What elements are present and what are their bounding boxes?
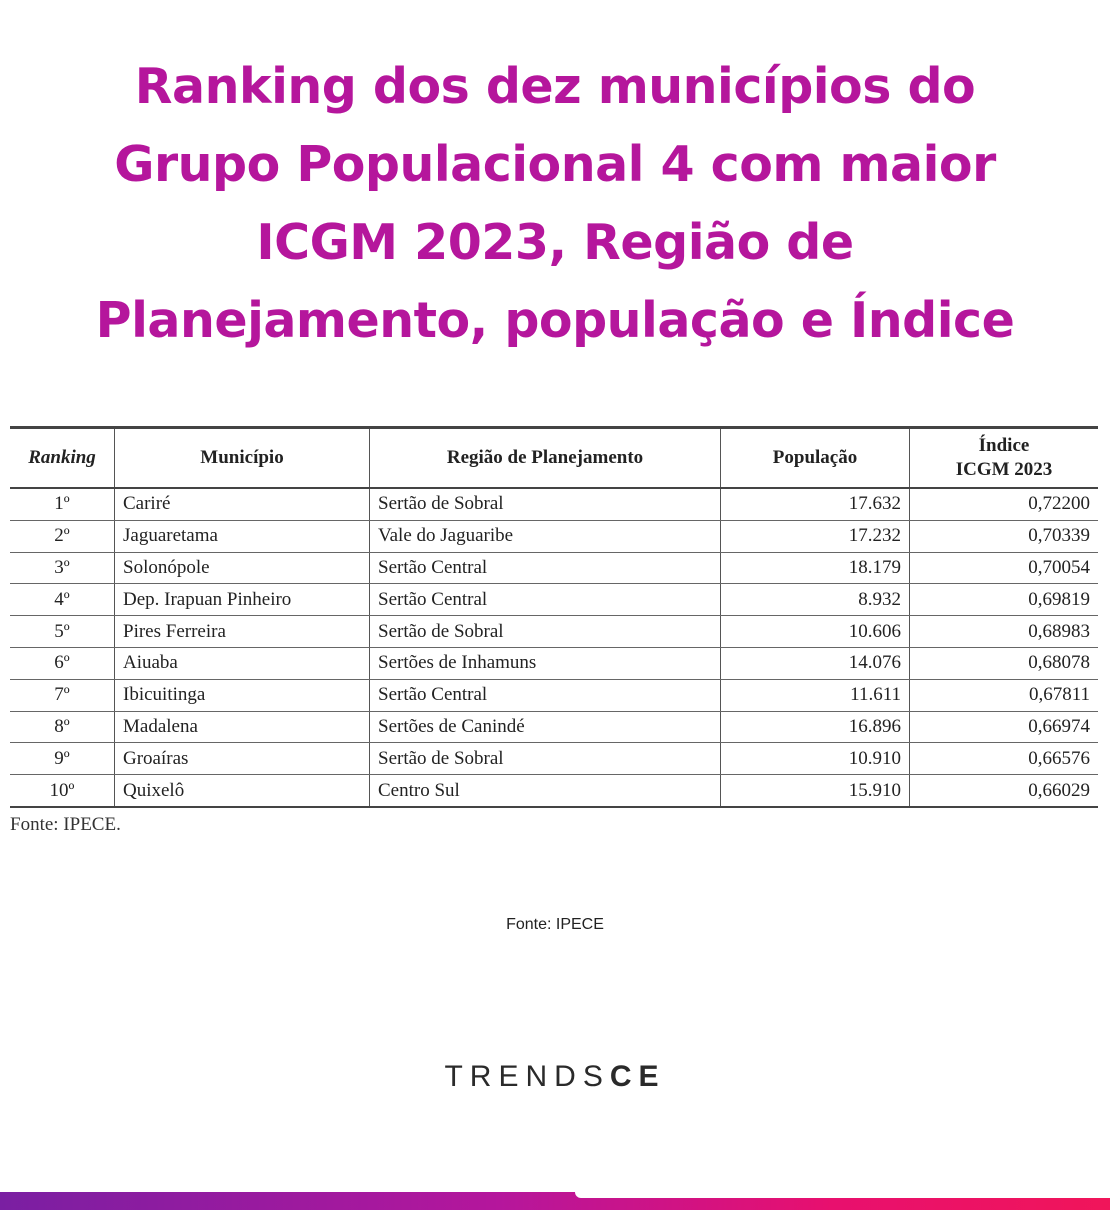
cell-indice: 0,70339: [910, 520, 1099, 552]
cell-indice: 0,69819: [910, 584, 1099, 616]
trendsce-logo: [0, 1060, 1110, 1094]
cell-rank: 1º: [10, 488, 115, 520]
header-populacao: População: [721, 428, 910, 489]
cell-indice: 0,66029: [1028, 779, 1090, 801]
table-row: [10, 616, 1098, 648]
cell-rank: 5º: [10, 616, 115, 648]
table-row: [10, 584, 1098, 616]
cell-regiao: Centro Sul: [370, 775, 721, 807]
cell-municipio: Ibicuitinga: [115, 679, 370, 711]
header-municipio: Município: [115, 428, 370, 489]
table-body: [10, 488, 1098, 807]
ranking-table: [10, 426, 1098, 808]
cell-populacao: 10.606: [721, 616, 910, 648]
table-row: [10, 520, 1098, 552]
cell-regiao: Sertão de Sobral: [370, 488, 721, 520]
cell-rank: 8º: [10, 711, 115, 743]
ranking-table-container: [10, 426, 1098, 808]
table-header-row: [10, 428, 1098, 489]
cell-rank: 6º: [10, 647, 115, 679]
page-title: [0, 48, 1110, 360]
title-line-2: Grupo Populacional 4 com maior: [114, 136, 996, 193]
header-regiao: Região de Planejamento: [370, 428, 721, 489]
bottom-bar-notch: [575, 1192, 1110, 1198]
cell-municipio: Cariré: [115, 488, 370, 520]
table-row: [10, 488, 1098, 520]
cell-populacao: 16.896: [721, 711, 910, 743]
cell-regiao: Vale do Jaguaribe: [370, 520, 721, 552]
header-indice-line1: Índice: [978, 435, 1030, 456]
cell-indice: 0,68983: [910, 616, 1099, 648]
table-row: [10, 552, 1098, 584]
title-line-1: Ranking dos dez municípios do: [134, 58, 976, 115]
table-row: [10, 711, 1098, 743]
cell-populacao: 14.076: [721, 647, 910, 679]
cell-regiao: Sertão de Sobral: [370, 743, 721, 775]
cell-municipio: Quixelô: [115, 775, 370, 807]
title-line-3: ICGM 2023, Região de: [256, 214, 854, 271]
cell-rank: 3º: [10, 552, 115, 584]
image-caption: Fonte: IPECE: [506, 916, 604, 933]
bottom-gradient-bar: [0, 1192, 1110, 1210]
cell-municipio: Pires Ferreira: [115, 616, 370, 648]
cell-rank: 4º: [10, 584, 115, 616]
cell-populacao: 17.232: [721, 520, 910, 552]
cell-municipio: Madalena: [115, 711, 370, 743]
title-line-4: Planejamento, população e Índice: [95, 292, 1015, 349]
header-indice: [910, 428, 1099, 489]
cell-regiao: Sertão Central: [370, 584, 721, 616]
cell-municipio: Solonópole: [115, 552, 370, 584]
cell-regiao: Sertões de Inhamuns: [370, 647, 721, 679]
cell-rank: 7º: [10, 679, 115, 711]
cell-indice: 0,67811: [910, 679, 1099, 711]
cell-regiao: Sertão Central: [370, 679, 721, 711]
cell-municipio: Groaíras: [115, 743, 370, 775]
cell-regiao: Sertão de Sobral: [370, 616, 721, 648]
cell-indice: 0,66974: [910, 711, 1099, 743]
cell-indice: 0,68078: [910, 647, 1099, 679]
cell-rank: 9º: [10, 743, 115, 775]
cell-indice: 0,70054: [910, 552, 1099, 584]
cell-municipio: Dep. Irapuan Pinheiro: [115, 584, 370, 616]
cell-indice: 0,72200: [910, 488, 1099, 520]
cell-municipio: Jaguaretama: [115, 520, 370, 552]
logo-text-ce: CE: [609, 1060, 666, 1093]
table-source-note: Fonte: IPECE.: [10, 814, 121, 835]
cell-populacao: 10.910: [721, 743, 910, 775]
cell-municipio: Aiuaba: [115, 647, 370, 679]
cell-regiao: Sertão Central: [370, 552, 721, 584]
cell-rank: 10º: [10, 775, 115, 807]
cell-populacao: 18.179: [721, 552, 910, 584]
cell-regiao: Sertões de Canindé: [370, 711, 721, 743]
logo-text-trends: TRENDS: [444, 1060, 610, 1093]
header-ranking: Ranking: [10, 428, 115, 489]
cell-populacao: 11.611: [721, 679, 910, 711]
cell-populacao: 8.932: [721, 584, 910, 616]
cell-populacao: 15.910: [721, 775, 910, 807]
cell-rank: 2º: [10, 520, 115, 552]
table-row: [10, 647, 1098, 679]
header-indice-line2: ICGM 2023: [955, 459, 1053, 480]
table-row: [10, 679, 1098, 711]
table-row: [10, 743, 1098, 775]
cell-indice: 0,66576: [910, 743, 1099, 775]
table-row: [10, 775, 1098, 807]
cell-populacao: 17.632: [721, 488, 910, 520]
